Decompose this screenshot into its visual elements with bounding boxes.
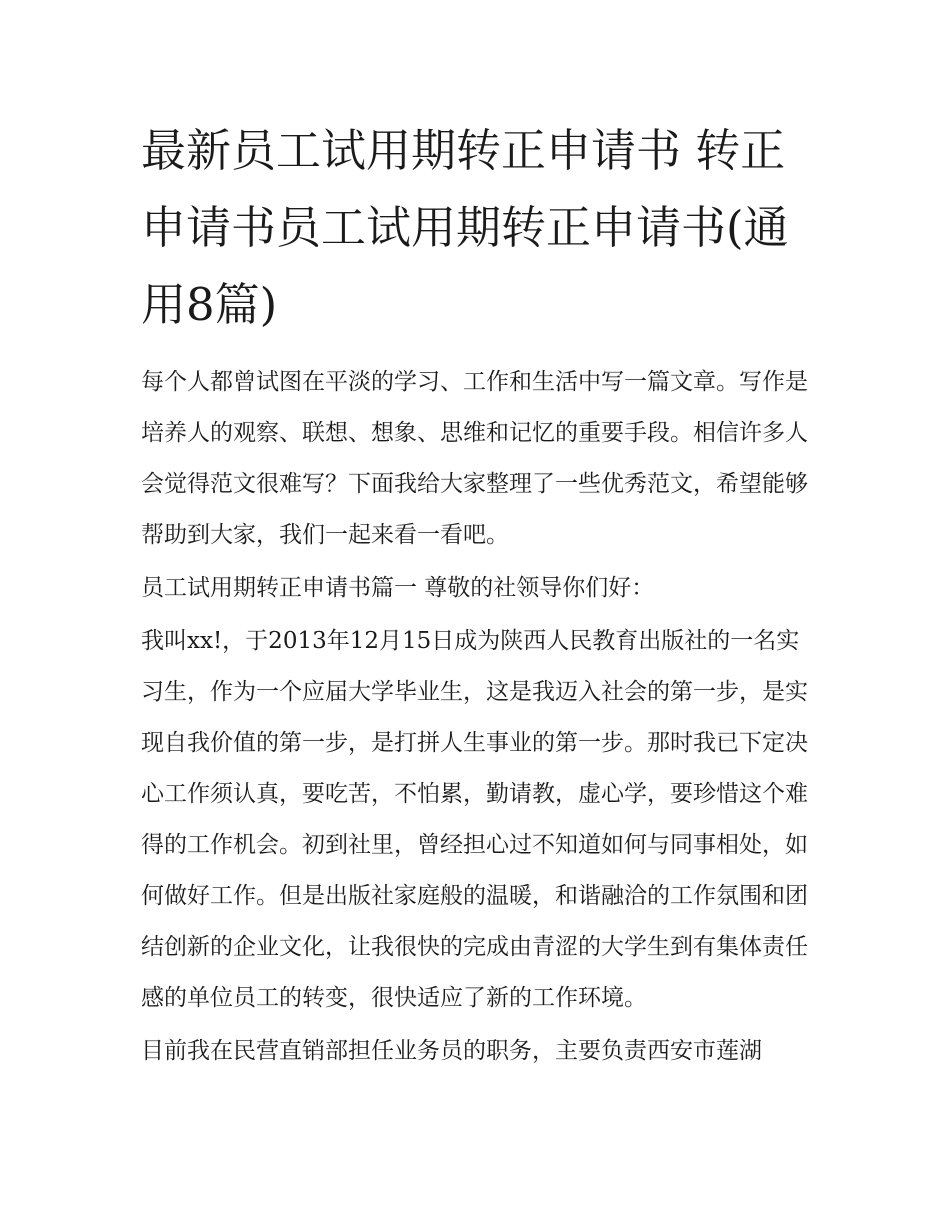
paragraph-intro: 每个人都曾试图在平淡的学习、工作和生活中写一篇文章。写作是培养人的观察、联想、想象、思维和记忆的重要手段。相信许多人会觉得范文很难写？下面我给大家整理了一些优秀范文，希望能够帮助到大家，我们一起来看一看吧。 — [141, 369, 808, 548]
paragraph-body: 我叫xx!，于2013年12月15日成为陕西人民教育出版社的一名实习生，作为一个应届大学毕业生，这是我迈入社会的第一步，是实现自我价值的第一步，是打拼人生事业的第一步。那时我已下定决心工作须认真，要吃苦，不怕累，勤请教，虚心学，要珍惜这个难得的工作机会。初到社里，曾经担心过不知道如何与同事相处，如何做好工作。但是出版社家庭般的温暖，和谐融洽的工作氛围和团结创新的企业文化，让我很快的完成由青涩的大学生到有集体责任感的单位员工的转变，很快适应了新的工作环境。 — [141, 628, 808, 1011]
document-body — [141, 112, 813, 1079]
document-title: 最新员工试用期转正申请书 转正申请书员工试用期转正申请书(通用8篇) — [141, 124, 789, 331]
paragraph-section-heading: 员工试用期转正申请书篇一 尊敬的社领导你们好： — [141, 575, 655, 601]
paragraph-body-continued: 目前我在民营直销部担任业务员的职务，主要负责西安市莲湖 — [141, 1038, 762, 1064]
